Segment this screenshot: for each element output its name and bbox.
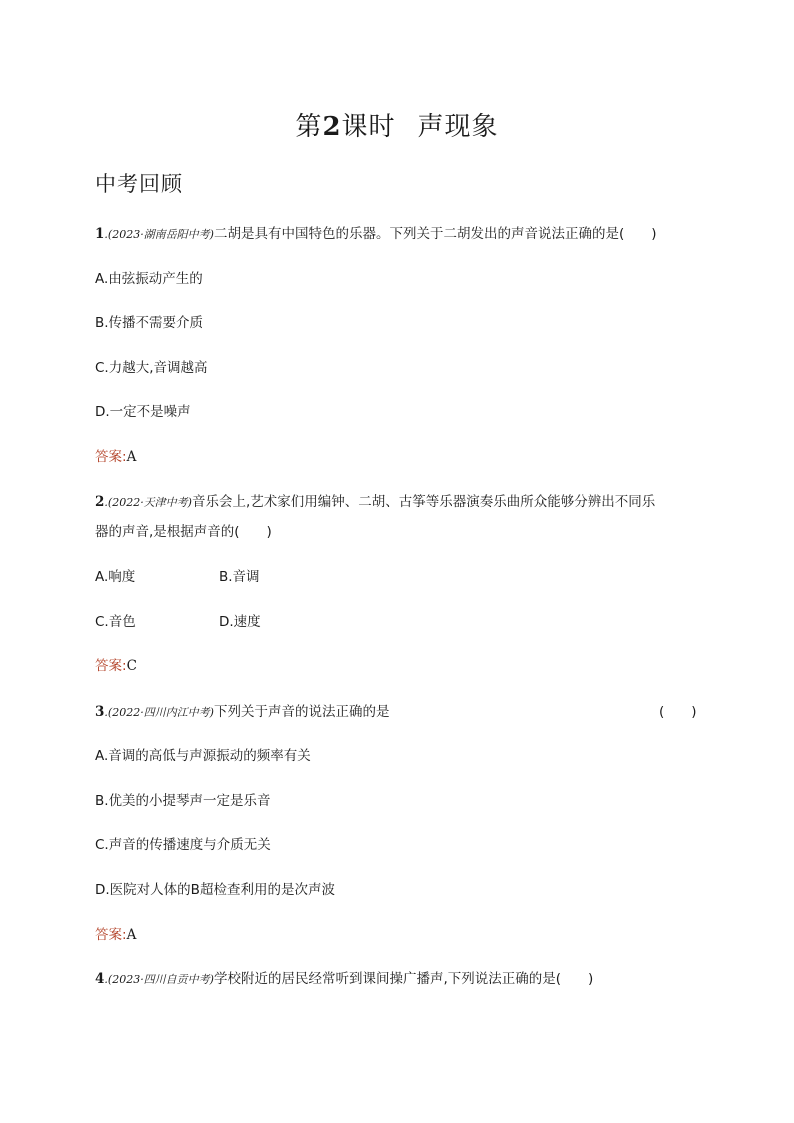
question-2-option-d: D.速度 [219, 614, 261, 630]
question-3-option-d: D.医院对人体的B超检查利用的是次声波 [95, 882, 335, 898]
question-4-stem [95, 969, 593, 990]
question-number: 1 [95, 226, 105, 242]
question-text: 音乐会上,艺术家们用编钟、二胡、古筝等乐器演奏乐曲所众能够分辨出不同乐 [191, 494, 656, 510]
question-2-stem-line-2: 器的声音,是根据声音的( ) [95, 524, 272, 540]
question-1-option-b: B.传播不需要介质 [95, 315, 204, 331]
question-1-option-d: D.一定不是噪声 [95, 404, 191, 420]
question-text: 下列关于声音的说法正确的是 [213, 704, 390, 720]
question-source: .(2022·四川内江中考) [104, 706, 214, 719]
answer-label: 答案: [95, 927, 127, 943]
question-1-answer [95, 447, 136, 467]
question-2-option-b: B.音调 [219, 569, 260, 585]
answer-value: A [126, 927, 137, 943]
title-topic: 声现象 [417, 112, 499, 142]
question-3-option-c: C.声音的传播速度与介质无关 [95, 837, 271, 853]
question-3-option-b: B.优美的小提琴声一定是乐音 [95, 793, 271, 809]
question-1-option-a: A.由弦振动产生的 [95, 271, 203, 287]
question-text: 学校附近的居民经常听到课间操广播声,下列说法正确的是( ) [213, 971, 594, 987]
answer-label: 答案: [95, 658, 127, 674]
lesson-title [0, 106, 794, 143]
question-source: .(2023·湖南岳阳中考) [104, 228, 214, 241]
question-3-stem [95, 702, 389, 723]
title-number: 2 [322, 112, 342, 142]
question-2-answer [95, 656, 137, 676]
question-3-answer-bracket: ( ) [659, 704, 697, 720]
question-3-option-a: A.音调的高低与声源振动的频率有关 [95, 748, 311, 764]
question-source: .(2022·天津中考) [104, 496, 192, 509]
question-number: 3 [95, 704, 105, 720]
question-number: 4 [95, 971, 105, 987]
question-text: 二胡是具有中国特色的乐器。下列关于二胡发出的声音说法正确的是( ) [213, 226, 657, 242]
question-source: .(2023·四川自贡中考) [104, 973, 214, 986]
title-prefix: 第 [295, 112, 323, 142]
answer-value: C [126, 658, 137, 674]
question-number: 2 [95, 494, 105, 510]
question-1-option-c: C.力越大,音调越高 [95, 360, 208, 376]
answer-label: 答案: [95, 449, 127, 465]
question-2-option-a: A.响度 [95, 569, 136, 585]
question-2-stem [95, 492, 655, 513]
question-2-option-c: C.音色 [95, 614, 136, 630]
title-suffix: 课时 [341, 112, 396, 142]
question-1-stem [95, 224, 657, 245]
question-3-answer [95, 925, 136, 945]
section-heading: 中考回顾 [95, 172, 183, 196]
answer-value: A [126, 449, 137, 465]
